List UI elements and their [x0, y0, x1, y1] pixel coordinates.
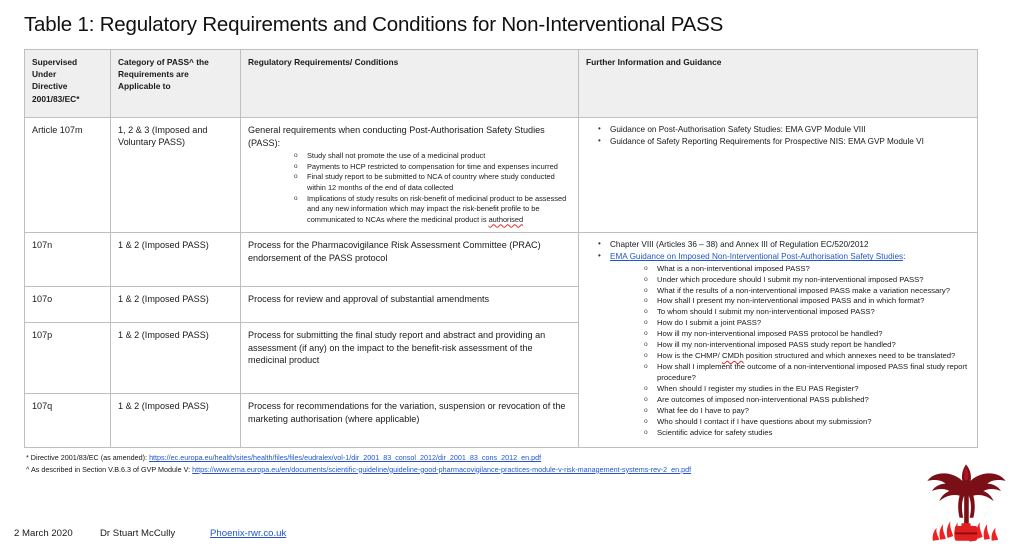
guidance-bullet-list: [586, 239, 970, 439]
table-header: [25, 50, 978, 118]
header-line-1: Category of PASS^ the: [118, 57, 209, 67]
footer-author: Dr Stuart McCully: [100, 528, 176, 539]
list-item: o Under which procedure should I submit my non-interventional imposed PASS?: [644, 275, 970, 286]
footnotes: [26, 452, 986, 475]
cell-requirements: Process for review and approval of substantial amendments: [241, 286, 579, 322]
cell-article: 107o: [25, 286, 111, 322]
header-line-4: 2001/83/EC*: [32, 93, 80, 104]
header-line-3: Applicable to: [118, 81, 171, 92]
list-item: o Payments to HCP restricted to compensation for time and expenses incurred: [294, 162, 571, 173]
column-header-regulatory-requirements: Regulatory Requirements/ Conditions: [241, 50, 579, 118]
footer-website-link[interactable]: Phoenix-rwr.co.uk: [210, 528, 287, 539]
list-item: • Chapter VIII (Articles 36 – 38) and Annex III of Regulation EC/520/2012: [598, 239, 970, 250]
ema-guidance-link[interactable]: EMA Guidance on Imposed Non-Interventional Post-Authorisation Safety Studies: [610, 252, 904, 262]
list-item: o Final study report to be submitted to NCA of country where study conducted within 12 months of the end of data collected: [294, 172, 571, 193]
list-item: o When should I register my studies in the EU PAS Register?: [644, 384, 970, 395]
regulatory-table: [24, 49, 978, 448]
cell-requirements: Process for the Pharmacovigilance Risk Assessment Committee (PRAC) endorsement of the PASS protocol: [241, 233, 579, 287]
table-row: [25, 118, 978, 233]
list-item: o How ill my non-interventional imposed PASS protocol be handled?: [644, 329, 970, 340]
header-line-2: Requirements are: [118, 69, 189, 80]
faq-list: [610, 264, 970, 439]
cell-article: 107n: [25, 233, 111, 287]
requirements-lead-text: General requirements when conducting Post-Authorisation Safety Studies (PASS):: [248, 125, 545, 148]
list-item: o What is a non-interventional imposed PASS?: [644, 264, 970, 275]
list-item: [598, 251, 970, 438]
table-header-row: [25, 50, 978, 118]
footnote-label: ^ As described in Section V.B.6.3 of GVP Module V:: [26, 464, 193, 474]
column-header-category-of-pass: [111, 50, 241, 118]
cell-article: 107p: [25, 323, 111, 394]
link-suffix: :: [903, 252, 906, 262]
list-item: • Guidance of Safety Reporting Requirements for Prospective NIS: EMA GVP Module VI: [598, 136, 970, 147]
header-line-3: Directive: [32, 81, 68, 92]
header-line-1: Supervised: [32, 57, 78, 67]
footer-date: 2 March 2020: [14, 528, 73, 539]
phoenix-logo-icon: [920, 457, 1012, 549]
header-line-2: Under: [32, 69, 57, 80]
list-item: o What fee do I have to pay?: [644, 406, 970, 417]
table-row: [25, 233, 978, 287]
table-body: [25, 118, 978, 448]
list-item: o How do I submit a joint PASS?: [644, 318, 970, 329]
cell-requirements: Process for submitting the final study report and abstract and providing an assessment (if any) on the impact to the benefit-risk assessment of the medicinal product: [241, 323, 579, 394]
regulatory-table-wrapper: [24, 49, 977, 448]
footnote-directive-link[interactable]: https://ec.europa.eu/health/sites/health/files/files/eudralex/vol-1/dir_2001_83_consol_2012/dir_2001_83_cons_2012_en.pdf: [149, 453, 542, 462]
phoenix-bird-icon: [927, 464, 1005, 528]
guidance-bullet-list: [586, 124, 970, 148]
footnote-directive: [26, 452, 986, 464]
list-item-text: How is the CHMP/ CMDh position structured and which annexes need to be translated?: [657, 351, 956, 361]
column-header-supervised-under-directive: [25, 50, 111, 118]
requirements-sub-list: [248, 151, 571, 225]
slide-footer: [14, 528, 286, 539]
list-item: [644, 351, 970, 362]
list-item: o Scientific advice for safety studies: [644, 428, 970, 439]
list-item: [294, 194, 571, 226]
list-item: o To whom should I submit my non-interventional imposed PASS?: [644, 307, 970, 318]
cell-category: 1 & 2 (Imposed PASS): [111, 394, 241, 448]
spellcheck-underline: authorised: [488, 214, 524, 224]
cell-category: 1 & 2 (Imposed PASS): [111, 286, 241, 322]
footnote-gvp-link[interactable]: https://www.ema.europa.eu/en/documents/scientific-guideline/guideline-good-pharmacovigilance-practices-module-v-risk-management-systems-rev-2_en.pdf: [192, 464, 692, 474]
list-item: o Who should I contact if I have questions about my submission?: [644, 417, 970, 428]
cell-category: 1 & 2 (Imposed PASS): [111, 233, 241, 287]
list-item: o How shall I implement the outcome of a non-interventional imposed PASS final study report procedure?: [644, 362, 970, 384]
cell-guidance: [579, 118, 978, 233]
page-title: Table 1: Regulatory Requirements and Conditions for Non-Interventional PASS: [24, 13, 724, 36]
briefcase-icon: [955, 523, 977, 540]
footnote-gvp-module: [26, 464, 986, 476]
cell-guidance-merged: [579, 233, 978, 448]
list-item: o How ill my non-interventional imposed PASS study report be handled?: [644, 340, 970, 351]
list-item-text: Implications of study results on risk-benefit of medicinal product to be assessed and any new information which may impact the risk-benefit profile to be communicated to NCAs where the medicinal product is authorised: [307, 193, 567, 224]
cell-category: 1, 2 & 3 (Imposed and Voluntary PASS): [111, 118, 241, 233]
column-header-further-information: Further Information and Guidance: [579, 50, 978, 118]
list-item: o How shall I present my non-interventional imposed PASS and in which format?: [644, 296, 970, 307]
footnote-label: * Directive 2001/83/EC (as amended):: [26, 453, 150, 462]
cell-requirements: Process for recommendations for the variation, suspension or revocation of the marketing authorisation (where applicable): [241, 394, 579, 448]
list-item: o What if the results of a non-interventional imposed PASS make a variation necessary?: [644, 286, 970, 297]
cell-article: Article 107m: [25, 118, 111, 233]
list-item: o Study shall not promote the use of a medicinal product: [294, 151, 571, 162]
list-item: o Are outcomes of imposed non-interventional PASS published?: [644, 395, 970, 406]
cell-article: 107q: [25, 394, 111, 448]
cell-category: 1 & 2 (Imposed PASS): [111, 323, 241, 394]
spellcheck-underline: CMDh: [721, 351, 744, 361]
cell-requirements: [241, 118, 579, 233]
list-item: • Guidance on Post-Authorisation Safety Studies: EMA GVP Module VIII: [598, 124, 970, 135]
phoenix-logo: [920, 457, 1012, 549]
